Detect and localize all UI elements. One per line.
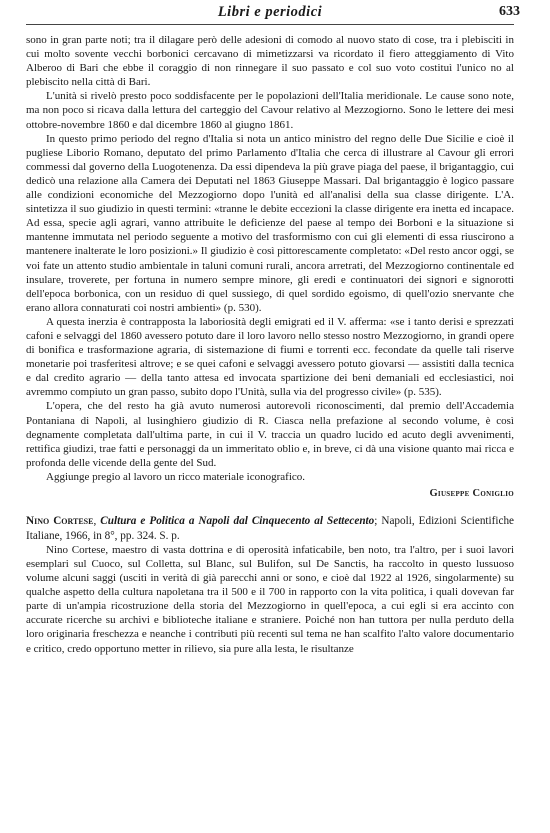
paragraph-3: In questo primo periodo del regno d'Italia si nota un antico ministro del regno delle Due Sicilie e cioè il pugliese Liborio Romano, deputato del primo Parlamento d'Italia che cerca di illustrare al Cavour gli errori commessi dal governo della Luogotenenza. Da essi dipendeva la più grave piaga del paese, il brigantaggio, cui dedicò una relazione alla Camera dei Deputati nel 1863 Giuseppe Massari. Dal brigantaggio è logico passare alle condizioni economiche del Mezzogiorno dopo l'unità ed all'analisi della sua classe dirigente. L'A. sintetizza il suo giudizio in questi termini: «tranne le debite eccezioni la classe dirigente era inetta ed incapace. Ad essa, specie agli agrari, vanno attribuite le deficienze del paese al tempo dei Borboni e la situazione si mantenne immutata nel periodo seguente a motivo del trasformismo con cui gli elementi di essa riuscirono a mantenere inalterate le loro posizioni.» Il giudizio è così pittorescamente completato: «Del resto ancor oggi, se voi fate un attento studio ambientale in taluni comuni rurali, ancora arretrati, del Mezzogiorno continentale ed insulare, troverete, per fortuna in numero sempre minore, gli eredi e continuatori dei signori e signorotti dell'epoca borbonica, con un residuo di quel sussiego, di quel sordido egoismo, di quell'ozio snervante che erano allora connaturati coi nostri ambienti» (p. 530).	[26, 132, 514, 314]
page	[0, 4, 550, 833]
paragraph-2: L'unità si rivelò presto poco soddisfacente per le popolazioni dell'Italia meridionale. Le cause sono note, ma non poco si ricava dalla lettura del carteggio del Cavour relativo al Mezzogiorno. Sono le lettere dei mesi ottobre-novembre 1860 e dal dicembre 1860 al giugno 1861.	[26, 90, 514, 131]
paragraph-6: Aggiunge pregio al lavoro un ricco materiale iconografico.	[46, 470, 306, 483]
running-title: Libri e periodici	[217, 4, 323, 20]
paragraph-5: L'opera, che del resto ha già avuto numerosi autorevoli riconoscimenti, dal premio dell'Accademia Pontaniana di Napoli, al lusinghiero giudizio di R. Ciasca nella prefazione al secondo volume, è così degnamente completata dall'ultima parte, in cui il V. traccia un quadro lucido ed acuto degli avvenimenti, rettifica giudizi, trae fatti e personaggi da un immeritato oblio e, in breve, ci dà una visione quanto mai ricca e profonda delle vicende della gente del Sud.	[26, 400, 514, 469]
review-book-title: Cultura e Politica a Napoli dal Cinquecento al Settecento	[100, 515, 375, 528]
review-signature: Giuseppe Coniglio	[429, 488, 514, 499]
article-text	[26, 33, 514, 656]
review-heading: Nino Cortese, Cultura e Politica a Napoli dal Cinquecento al Settecento; Napoli, Edizioni Scientifiche Italiane, 1966, in 8°, pp. 324. S. p.	[26, 515, 515, 542]
running-header	[26, 4, 520, 25]
review-paragraph: Nino Cortese, maestro di vasta dottrina e di operosità infaticabile, ben noto, tra l'altro, per i suoi lavori esemplari sul Cuoco, sul Colletta, sul Blanc, sul Bulifon, sul De Sanctis, ha raccolto in questo lussuoso volume alcuni saggi (usciti in verità di già parecchi anni or sono, e cioè dal 1922 al 1926, singolarmente) su qualche aspetto della cultura napoletana tra il 500 e il 700 in rapporto con la vita politica, i quali dovevan far parte di un'ampia ricostruzione della storia del Mezzogiorno in quell'epoca, a cui egli si era accinto con accurate ricerche su archivi e biblioteche italiane e straniere. Poiché non han tuttora per nulla perduto della loro originaria freschezza e neanche i contributi più recenti sul tema ne han scalfito l'alto valore documentario e critico, credo opportuno metter in rilievo, sia pure alla lesta, le risultanze	[26, 543, 514, 655]
paragraph-4: A questa inerzia è contrapposta la laboriosità degli emigrati ed il V. afferma: «se i tanto derisi e sprezzati cafoni e selvaggi del 1860 avessero potuto dare il loro lavoro nello stesso nostro Mezzogiorno, in grandi opere di bonifica e trasformazione agraria, di sistemazione di fiumi e torrenti ecc. fecondate da quelle tali riserve monetarie poi trasferitesi altrove; e se quei cafoni e selvaggi avessero potuto giovarsi — assistiti dalla tecnica e dal credito agrario — della tanto attesa ed invocata spartizione dei beni demaniali ed ecclesiastici, noi avremmo compiuto un gran passo, subito dopo l'Unità, sulla via del progresso civile» (p. 535).	[26, 315, 514, 399]
review-publication-info: ; Napoli, Edizioni Scientifiche Italiane, 1966, in 8°, pp. 324. S. p.	[26, 515, 515, 542]
paragraph-1: sono in gran parte noti; tra il dilagare però delle adesioni di comodo al nuovo stato di cose, tra i plebisciti in cui molto sovente vecchi borbonici cercavano di mimetizzarsi va ricordato il fiero atteggiamento di Vito Alberoo di Bari che ebbe il coraggio di non rinnegare il suo passato e col suo voto costituì l'unico no al plebiscito nella città di Bari.	[26, 34, 514, 89]
page-number: 633	[499, 4, 520, 19]
review-author: Nino Cortese	[26, 515, 94, 528]
